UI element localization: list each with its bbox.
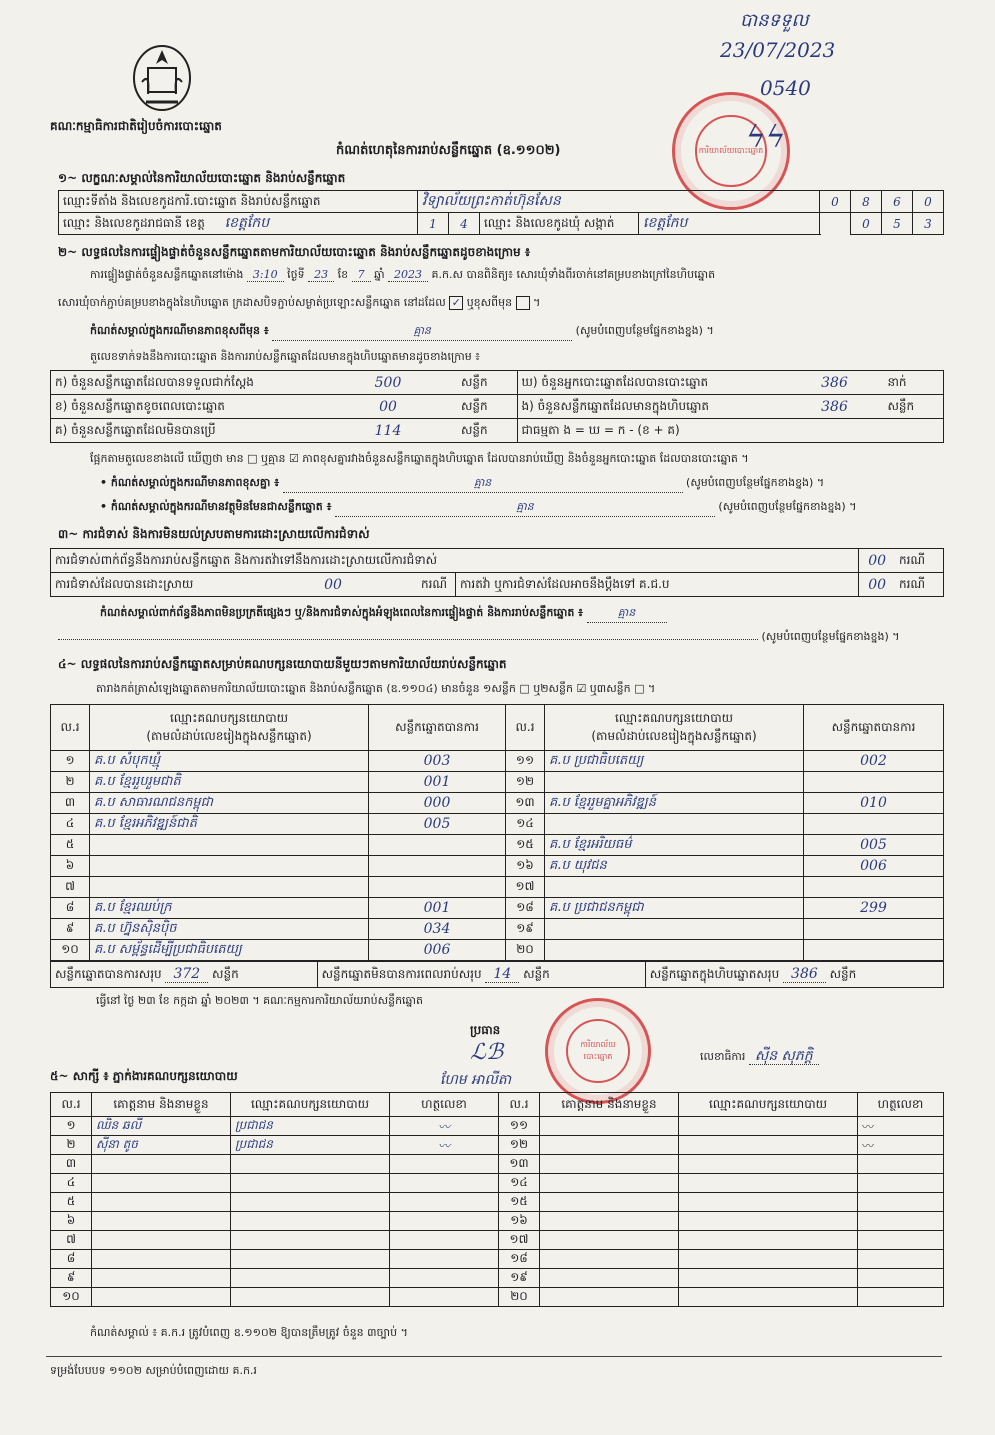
witness-name xyxy=(540,1174,679,1193)
commune-value: ខេត្តកែប xyxy=(639,213,820,235)
witness-party xyxy=(679,1155,858,1174)
objection-row2-unit: ករណី xyxy=(417,573,456,597)
row-no: ១២ xyxy=(506,772,545,793)
section1-table xyxy=(58,190,944,235)
party-votes xyxy=(804,814,944,835)
section2-title: ២~ លទ្ធផលនៃការផ្ទៀងផ្ទាត់ចំនួនសន្លឹកឆ្នោតតាមការិយាល័យបោះឆ្នោត និងរាប់សន្លឹកឆ្នោតដូចខាងក្រោម ៖ xyxy=(58,245,531,259)
secretary-name: ស៊ីន សុភក្តិ xyxy=(749,1048,819,1065)
witness-col-sign: ហត្ថលេខា xyxy=(858,1093,944,1117)
witness-sign xyxy=(858,1288,944,1307)
witness-signature: 〰 xyxy=(390,1136,499,1155)
party-name xyxy=(90,856,369,877)
table-row xyxy=(51,835,944,856)
objection-row1-label: ការជំទាស់ពាក់ព័ន្ធនឹងការរាប់សន្លឹកឆ្នោត និងការតវ៉ាទៅនឹងការដោះស្រាយលើការជំទាស់ xyxy=(51,549,859,573)
witness-name xyxy=(540,1117,679,1136)
objection-row2-label: ការជំទាស់ដែលបានដោះស្រាយ xyxy=(51,573,250,597)
row-no: ១១ xyxy=(506,751,545,772)
witness-sign xyxy=(390,1231,499,1250)
row-no: ៧ xyxy=(51,877,90,898)
witness-no: ១៨ xyxy=(499,1250,540,1269)
row-no: ១៥ xyxy=(506,835,545,856)
row-no: ៥ xyxy=(51,835,90,856)
commune-label: ឈ្មោះ និងលេខកូដឃុំ សង្កាត់ xyxy=(480,213,639,235)
witness-sign xyxy=(390,1155,499,1174)
commune-code-digit: 3 xyxy=(913,213,944,235)
table-row xyxy=(51,772,944,793)
party-votes xyxy=(804,940,944,961)
party-name: គ.ប ខ្មែរអភិវឌ្ឍន៍ជាតិ xyxy=(90,814,369,835)
month-value: 7 xyxy=(352,268,371,282)
section1-title: ១~ លក្ខណៈសម្គាល់នៃការិយាល័យបោះឆ្នោត និងរាប់សន្លឹកឆ្នោត xyxy=(58,171,346,185)
objection-row2-value: 00 xyxy=(249,573,417,597)
party-votes: 001 xyxy=(369,898,506,919)
witness-sign xyxy=(390,1288,499,1307)
witness-no: ១២ xyxy=(499,1136,540,1155)
witness-sign xyxy=(390,1250,499,1269)
witness-sign xyxy=(858,1193,944,1212)
count-kha-value: 00 xyxy=(319,395,457,419)
party-name xyxy=(90,835,369,856)
witness-party xyxy=(679,1136,858,1155)
official-seal-top: ការិយាល័យបោះឆ្នោត xyxy=(672,92,790,210)
diff-note-value: គ្មាន xyxy=(283,476,683,493)
province-label: ឈ្មោះ និងលេខកូដរាជធានី ខេត្ត xyxy=(63,216,205,230)
row-no: ៦ xyxy=(51,856,90,877)
party-votes xyxy=(804,772,944,793)
witness-col-name: គោត្តនាម និងនាមខ្លួន xyxy=(92,1093,231,1117)
location-value: វិទ្យាល័យព្រះកាត់ហ៊ុនសែន xyxy=(418,191,820,213)
witness-sign xyxy=(858,1231,944,1250)
witness-sign xyxy=(858,1155,944,1174)
verification-line2: សោរឃុំចាក់ភ្ជាប់គម្របខាងក្នុងនៃហិបឆ្នោត ក្រដាសបិទភ្ជាប់សម្ងាត់ប្រឡោះសន្លឹកឆ្នោត នៅដដែល ✓ ឬខុសពីមុន ។ xyxy=(58,296,541,309)
table-row xyxy=(51,1212,944,1231)
location-code-digit: 0 xyxy=(820,191,851,213)
witness-name xyxy=(540,1288,679,1307)
row-no: ១ xyxy=(51,751,90,772)
count-kho-label: ឃ) ចំនួនអ្នកបោះឆ្នោតដែលបានបោះឆ្នោត xyxy=(517,371,786,395)
witness-signature: 〰 xyxy=(858,1117,944,1136)
witness-name xyxy=(540,1155,679,1174)
table-row xyxy=(51,898,944,919)
party-votes: 034 xyxy=(369,919,506,940)
cambodia-emblem-icon xyxy=(130,42,194,114)
witness-party xyxy=(679,1250,858,1269)
party-name xyxy=(90,877,369,898)
party-name: គ.ប ខ្មែររួបរួមជាតិ xyxy=(90,772,369,793)
table-row xyxy=(51,814,944,835)
results-table xyxy=(50,704,944,961)
witness-no: ១៤ xyxy=(499,1174,540,1193)
table-row xyxy=(51,751,944,772)
witness-signature: 〰 xyxy=(858,1136,944,1155)
party-name xyxy=(545,814,804,835)
witness-name xyxy=(540,1250,679,1269)
witness-name xyxy=(92,1193,231,1212)
witness-party xyxy=(679,1269,858,1288)
count-ng-unit: សន្លឹក xyxy=(884,395,944,419)
party-votes xyxy=(804,877,944,898)
received-annotation: បានទទួល xyxy=(740,10,809,31)
verification-line1: ការផ្ទៀងផ្ទាត់ចំនួនសន្លឹកឆ្នោតនៅម៉ោង 3:10 ថ្ងៃទី 23 ខែ 7 ឆ្នាំ 2023 គ.ក.ស បានពិនិត្យ៖ សោរឃុំទាំងពីរចាក់នៅគម្របខាងក្រៅនៃហិបឆ្នោត xyxy=(90,268,716,281)
row-no: ១៣ xyxy=(506,793,545,814)
witness-name xyxy=(92,1174,231,1193)
unchanged-checkbox[interactable]: ✓ xyxy=(449,296,463,310)
witness-party xyxy=(679,1212,858,1231)
location-label: ឈ្មោះទីតាំង និងលេខកូដការិ.បោះឆ្នោត និងរាប់សន្លឹកឆ្នោត xyxy=(59,191,418,213)
witness-no: ១៣ xyxy=(499,1155,540,1174)
invalid-note-value: គ្មាន xyxy=(335,500,715,517)
party-name xyxy=(545,772,804,793)
form-title: កំណត់ហេតុនៃការរាប់សន្លឹកឆ្នោត (ឧ.១១០២) xyxy=(336,143,561,158)
party-votes: 001 xyxy=(369,772,506,793)
witness-name xyxy=(92,1288,231,1307)
witness-party xyxy=(231,1193,390,1212)
witness-no: ៣ xyxy=(51,1155,92,1174)
party-name xyxy=(545,877,804,898)
diff-note-line: • កំណត់សម្គាល់ក្នុងករណីមានភាពខុសគ្នា ៖ គ្មាន (សូមបំពេញបន្ថែមផ្នែកខាងខ្នង) ។ xyxy=(100,476,950,493)
table-row xyxy=(51,856,944,877)
witness-party xyxy=(231,1212,390,1231)
party-votes: 005 xyxy=(369,814,506,835)
witness-party: ប្រជាជន xyxy=(231,1117,390,1136)
party-votes: 006 xyxy=(369,940,506,961)
count-ka-value: 500 xyxy=(319,371,457,395)
witness-party xyxy=(231,1174,390,1193)
province-label-cell xyxy=(59,213,418,235)
party-name: គ.ប យុវជន xyxy=(545,856,804,877)
witness-no: ៨ xyxy=(51,1250,92,1269)
footer-note: កំណត់សម្គាល់ ៖ គ.ក.រ ត្រូវបំពេញ ឧ.១១០២ ឱ្យបានត្រឹមត្រូវ ចំនួន ៣ច្បាប់ ។ xyxy=(90,1326,408,1339)
witness-party xyxy=(231,1231,390,1250)
party-votes xyxy=(369,856,506,877)
total-box: សន្លឹកឆ្នោតក្នុងហិបឆ្នោតសរុប 386 សន្លឹក xyxy=(645,962,943,988)
counts-table xyxy=(50,370,944,443)
party-name xyxy=(545,919,804,940)
invalid-note-line: • កំណត់សម្គាល់ក្នុងករណីមានវត្ថុមិនមែនជាសន្លឹកឆ្នោត ៖ គ្មាន (សូមបំពេញបន្ថែមផ្នែកខាងខ្នង) ។ xyxy=(100,500,950,517)
table-row xyxy=(51,919,944,940)
party-votes xyxy=(804,919,944,940)
witness-party xyxy=(231,1269,390,1288)
party-votes: 005 xyxy=(804,835,944,856)
witness-party xyxy=(679,1117,858,1136)
witness-sign xyxy=(390,1193,499,1212)
row-no: ១០ xyxy=(51,940,90,961)
total-valid: សន្លឹកឆ្នោតបានការសរុប 372 សន្លឹក xyxy=(51,962,318,988)
party-name: គ.ប ខ្មែរអរិយធម៌ xyxy=(545,835,804,856)
received-date: 23/07/2023 xyxy=(720,38,836,62)
date-line: ធ្វើនៅ ថ្ងៃ ២៣ ខែ កក្កដា ឆ្នាំ ២០២៣ ។ គណៈកម្មការការិយាល័យរាប់សន្លឹកឆ្នោត xyxy=(96,994,424,1007)
objection-row2-right-unit: ករណី xyxy=(895,573,944,597)
count-ka-unit: សន្លឹក xyxy=(457,371,517,395)
table-row xyxy=(51,1155,944,1174)
party-name: គ.ប ខ្មែរឈប់ក្រ xyxy=(90,898,369,919)
party-votes: 010 xyxy=(804,793,944,814)
witness-no: ១ xyxy=(51,1117,92,1136)
witness-party xyxy=(231,1155,390,1174)
change-note-line: កំណត់សម្គាល់ក្នុងករណីមានភាពខុសពីមុន ៖ គ្មាន (សូមបំពេញបន្ថែមផ្នែកខាងខ្នង) ។ xyxy=(90,324,950,341)
objection-note-cont: (សូមបំពេញបន្ថែមផ្នែកខាងខ្នង) ។ xyxy=(58,630,944,646)
party-name: គ.ប សំបុកឃ្មុំ xyxy=(90,751,369,772)
org-name: គណៈកម្មាធិការជាតិរៀបចំការបោះឆ្នោត xyxy=(50,119,222,133)
party-votes xyxy=(369,877,506,898)
count-kho-value: 386 xyxy=(786,371,884,395)
table-row xyxy=(51,1193,944,1212)
row-no: ១៨ xyxy=(506,898,545,919)
party-name: គ.ប សាធារណជនកម្ពុជា xyxy=(90,793,369,814)
compare-line: ផ្អែកតាមតួលេខខាងលើ ឃើញថា មាន □ ឬគ្មាន ☑ ភាពខុសគ្នារវាងចំនួនសន្លឹកឆ្នោតក្នុងហិបឆ្នោត ដែលបានរាប់ឃើញ និងចំនួនអ្នកបោះឆ្នោត ដែលបានបោះឆ្នោត ។ xyxy=(90,452,749,465)
party-name: គ.ប សម្ព័ន្ធដើម្បីប្រជាធិបតេយ្យ xyxy=(90,940,369,961)
table-row xyxy=(51,1117,944,1136)
footer-divider xyxy=(46,1356,942,1357)
location-code-digit: 0 xyxy=(913,191,944,213)
witness-col-name: គោត្តនាម និងនាមខ្លួន xyxy=(540,1093,679,1117)
commune-code-digit: 5 xyxy=(882,213,913,235)
table-row xyxy=(51,1250,944,1269)
province-code-digit: 4 xyxy=(449,213,480,235)
row-no: ១៧ xyxy=(506,877,545,898)
objection-note-line: កំណត់សម្គាល់ពាក់ព័ន្ធនឹងភាពមិនប្រក្រតីផ្សេងៗ ឬ/និងការជំទាស់ក្នុងអំឡុងពេលនៃការផ្ទៀងផ្ទាត់ និងការរាប់សន្លឹកឆ្នោត ៖ គ្មាន xyxy=(100,606,950,623)
table-row xyxy=(51,1231,944,1250)
witness-name xyxy=(540,1193,679,1212)
party-votes xyxy=(369,835,506,856)
witness-no: ១៥ xyxy=(499,1193,540,1212)
witness-table xyxy=(50,1092,944,1307)
row-no: ១៤ xyxy=(506,814,545,835)
objection-row1-unit: ករណី xyxy=(895,549,944,573)
witness-name xyxy=(540,1212,679,1231)
witness-name xyxy=(540,1136,679,1155)
table-row xyxy=(51,1288,944,1307)
witness-party xyxy=(679,1193,858,1212)
witness-no: ៦ xyxy=(51,1212,92,1231)
witness-no: ១៧ xyxy=(499,1231,540,1250)
row-no: ៤ xyxy=(51,814,90,835)
witness-no: ២០ xyxy=(499,1288,540,1307)
row-no: ៩ xyxy=(51,919,90,940)
witness-sign xyxy=(858,1269,944,1288)
witness-no: ២ xyxy=(51,1136,92,1155)
counts-intro: តួលេខទាក់ទងនឹងការបោះឆ្នោត និងការរាប់សន្លឹកឆ្នោតដែលមានក្នុងហិបឆ្នោតមានដូចខាងក្រោម ៖ xyxy=(90,350,481,363)
party-votes: 299 xyxy=(804,898,944,919)
time-value: 3:10 xyxy=(247,268,284,282)
witness-party xyxy=(679,1174,858,1193)
col-no: ល.រ xyxy=(51,705,90,751)
total-invalid: សន្លឹកឆ្នោតមិនបានការពេលរាប់សរុប 14 សន្លឹក xyxy=(317,962,645,988)
commune-code-digit: 0 xyxy=(851,213,882,235)
changed-checkbox[interactable] xyxy=(516,296,530,310)
chair-signature: ℒℬ xyxy=(470,1040,504,1065)
witness-party xyxy=(679,1288,858,1307)
objection-row1-value: 00 xyxy=(859,549,895,573)
witness-no: ៤ xyxy=(51,1174,92,1193)
secretary-line: លេខាធិការ ស៊ីន សុភក្តិ xyxy=(700,1046,819,1067)
witness-col-party: ឈ្មោះគណបក្សនយោបាយ xyxy=(679,1093,858,1117)
witness-sign xyxy=(390,1212,499,1231)
objection-note-value: គ្មាន xyxy=(587,606,667,623)
witness-party xyxy=(231,1250,390,1269)
witness-name: សុីនា តូច xyxy=(92,1136,231,1155)
formula: ជាធម្មតា ង = ឃ = ក - (ខ + គ) xyxy=(517,419,944,443)
witness-col-sign: ហត្ថលេខា xyxy=(390,1093,499,1117)
witness-name xyxy=(540,1231,679,1250)
witness-sign xyxy=(390,1174,499,1193)
table-row xyxy=(51,1174,944,1193)
witness-no: ១១ xyxy=(499,1117,540,1136)
witness-name xyxy=(92,1212,231,1231)
year-value: 2023 xyxy=(388,268,428,282)
chair-name: ហែម អាលីតា xyxy=(440,1072,512,1088)
witness-col-party: ឈ្មោះគណបក្សនយោបាយ xyxy=(231,1093,390,1117)
count-ng-value: 386 xyxy=(786,395,884,419)
chair-label: ប្រធាន xyxy=(470,1023,501,1037)
row-no: ២០ xyxy=(506,940,545,961)
witness-name xyxy=(92,1231,231,1250)
witness-col-no: ល.រ xyxy=(51,1093,92,1117)
witness-name xyxy=(92,1155,231,1174)
witness-sign xyxy=(858,1250,944,1269)
form-footer: ទម្រង់បែបបទ ១១០២ សម្រាប់បំពេញដោយ គ.ក.រ xyxy=(50,1364,257,1377)
row-no: ២ xyxy=(51,772,90,793)
witness-name: ឈិន ឆលី xyxy=(92,1117,231,1136)
count-ko-label: គ) ចំនួនសន្លឹកឆ្នោតដែលមិនបានប្រើ xyxy=(51,419,320,443)
witness-name xyxy=(540,1269,679,1288)
party-votes: 003 xyxy=(369,751,506,772)
party-votes: 002 xyxy=(804,751,944,772)
witness-sign xyxy=(858,1212,944,1231)
row-no: ១៩ xyxy=(506,919,545,940)
count-ko-value: 114 xyxy=(319,419,457,443)
witness-no: ៥ xyxy=(51,1193,92,1212)
witness-no: ១៦ xyxy=(499,1212,540,1231)
row-no: ៣ xyxy=(51,793,90,814)
witness-party xyxy=(231,1288,390,1307)
party-name xyxy=(545,940,804,961)
province-value: ខេត្តកែប xyxy=(224,215,270,231)
province-code-digit: 1 xyxy=(418,213,449,235)
witness-no: ៩ xyxy=(51,1269,92,1288)
official-seal-bottom: ការិយាល័យបោះឆ្នោត xyxy=(545,998,651,1104)
party-votes: 000 xyxy=(369,793,506,814)
witness-party: ប្រជាជន xyxy=(231,1136,390,1155)
total-invalid-value: 14 xyxy=(485,966,519,983)
objections-table xyxy=(50,548,944,597)
results-totals xyxy=(50,961,944,988)
count-ko-unit: សន្លឹក xyxy=(457,419,517,443)
change-note-value: គ្មាន xyxy=(272,324,572,341)
party-name: គ.ប ប្រជាធិបតេយ្យ xyxy=(545,751,804,772)
row-no: ១៦ xyxy=(506,856,545,877)
count-kho-unit: នាក់ xyxy=(884,371,944,395)
location-code-digit: 8 xyxy=(851,191,882,213)
objection-row2-right-value: 00 xyxy=(859,573,895,597)
party-name: គ.ប ខ្មែររួមគ្នាអភិវឌ្ឍន៍ xyxy=(545,793,804,814)
location-code-digit: 6 xyxy=(882,191,913,213)
witness-col-no: ល.រ xyxy=(499,1093,540,1117)
section4-intro: តារាងកត់ត្រាសំឡេងឆ្នោតតាមការិយាល័យបោះឆ្នោត និងរាប់សន្លឹកឆ្នោត (ឧ.១១០៤) មានចំនួន ១សន្លឹក □ ឬ២សន្លឹក ☑ ឬ៣សន្លឹក □ ។ xyxy=(96,682,656,695)
witness-signature: 〰 xyxy=(390,1117,499,1136)
col-votes: សន្លឹកឆ្នោតបានការ xyxy=(369,705,506,751)
count-ka-label: ក) ចំនួនសន្លឹកឆ្នោតដែលបានទទួលជាក់ស្ដែង xyxy=(51,371,320,395)
witness-sign xyxy=(858,1174,944,1193)
section5-title: ៥~ សាក្សី ៖ ភ្នាក់ងារគណបក្សនយោបាយ xyxy=(50,1069,238,1083)
witness-no: ១៩ xyxy=(499,1269,540,1288)
count-kha-unit: សន្លឹក xyxy=(457,395,517,419)
section4-title: ៤~ លទ្ធផលនៃការរាប់សន្លឹកឆ្នោតសម្រាប់គណបក្សនយោបាយនីមួយៗតាមការិយាល័យរាប់សន្លឹកឆ្នោត xyxy=(58,657,507,671)
witness-sign xyxy=(390,1269,499,1288)
total-box-value: 386 xyxy=(783,966,826,983)
table-row xyxy=(51,1269,944,1288)
row-no: ៨ xyxy=(51,898,90,919)
table-row xyxy=(51,877,944,898)
col-party: ឈ្មោះគណបក្សនយោបាយ (តាមលំដាប់លេខរៀងក្នុងសន្លឹកឆ្នោត) xyxy=(90,705,369,751)
section3-title: ៣~ ការជំទាស់ និងការមិនយល់ស្របតាមការដោះស្រាយលើការជំទាស់ xyxy=(58,527,370,541)
table-row xyxy=(51,940,944,961)
total-valid-value: 372 xyxy=(165,966,208,983)
count-kha-label: ខ) ចំនួនសន្លឹកឆ្នោតខូចពេលបោះឆ្នោត xyxy=(51,395,320,419)
col-no: ល.រ xyxy=(506,705,545,751)
party-name: គ.ប ហ្វ៊ុនស៊ិនប៉ិច xyxy=(90,919,369,940)
witness-no: ៧ xyxy=(51,1231,92,1250)
witness-name xyxy=(92,1250,231,1269)
day-value: 23 xyxy=(308,268,334,282)
table-row xyxy=(51,793,944,814)
objection-row2-right-label: ការតវ៉ា ឬការជំទាស់ដែលអាចនឹងប្ដឹងទៅ គ.ជ.ប xyxy=(456,573,859,597)
col-party: ឈ្មោះគណបក្សនយោបាយ (តាមលំដាប់លេខរៀងក្នុងសន្លឹកឆ្នោត) xyxy=(545,705,804,751)
witness-no: ១០ xyxy=(51,1288,92,1307)
received-code: 0540 xyxy=(760,76,811,100)
witness-name xyxy=(92,1269,231,1288)
table-row xyxy=(51,1136,944,1155)
col-votes: សន្លឹកឆ្នោតបានការ xyxy=(804,705,944,751)
count-ng-label: ង) ចំនួនសន្លឹកឆ្នោតដែលមានក្នុងហិបឆ្នោត xyxy=(517,395,786,419)
party-name: គ.ប ប្រជាជនកម្ពុជា xyxy=(545,898,804,919)
party-votes: 006 xyxy=(804,856,944,877)
witness-party xyxy=(679,1231,858,1250)
signature-top: ϟϟ xyxy=(746,120,786,155)
